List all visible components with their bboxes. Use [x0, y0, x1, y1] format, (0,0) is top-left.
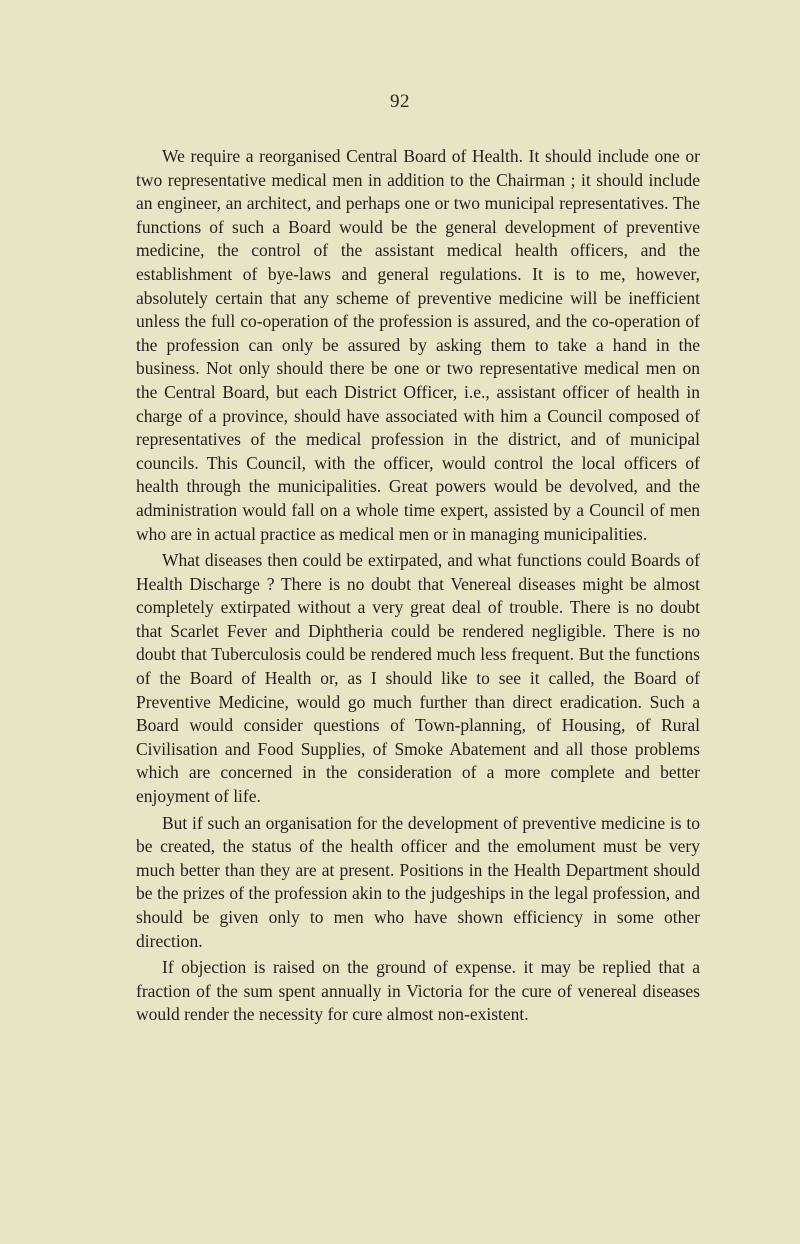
paragraph-central-board: We require a reorganised Central Board of Health. It should include one or two representative medical men in addition to the Chairman ; it should include an engineer, an architect, and perhaps one or two municipal representatives. The functions of such a Board would be the general development of preventive medicine, the control of the assistant medical health officers, and the establishment of bye-laws and general regulations. It is to me, however, absolutely certain that any scheme of preventive medicine will be inefficient unless the full co-operation of the profession is assured, and the co-operation of the profession can only be assured by asking them to take a hand in the business. Not only should there be one or two representative medical men on the Central Board, but each District Officer, i.e., assistant officer of health in charge of a province, should have associated with him a Council composed of representatives of the medical profession in the district, and of municipal councils. This Council, with the officer, would control the local officers of health through the municipalities. Great powers would be devolved, and the administration would fall on a whole time expert, assisted by a Council of men who are in actual practice as medical men or in managing municipalities.	[136, 146, 700, 544]
paragraph-expense: If objection is raised on the ground of expense. it may be replied that a fraction of the sum spent annually in Victoria for the cure of venereal diseases would render the necessity for cure almost non-existent.	[136, 957, 700, 1025]
body-text	[136, 145, 700, 1027]
paragraph-diseases: What diseases then could be extirpated, and what functions could Boards of Health Discharge ? There is no doubt that Venereal diseases might be almost completely extirpated without a very great deal of trouble. There is no doubt that Scarlet Fever and Diphtheria could be rendered negligible. There is no doubt that Tuberculosis could be rendered much less frequent. But the functions of the Board of Health or, as I should like to see it called, the Board of Preventive Medicine, would go much further than direct eradication. Such a Board would consider questions of Town-planning, of Housing, of Rural Civilisation and Food Supplies, of Smoke Abatement and all those problems which are concerned in the consideration of a more complete and better enjoyment of life.	[136, 550, 700, 807]
page-number: 92	[390, 91, 410, 112]
paragraph-organisation: But if such an organisation for the development of preventive medicine is to be created, the status of the health officer and the emolument must be very much better than they are at present. Positions in the Health Department should be the prizes of the profession akin to the judgeships in the legal profession, and should be given only to men who have shown efficiency in some other direction.	[136, 812, 700, 951]
